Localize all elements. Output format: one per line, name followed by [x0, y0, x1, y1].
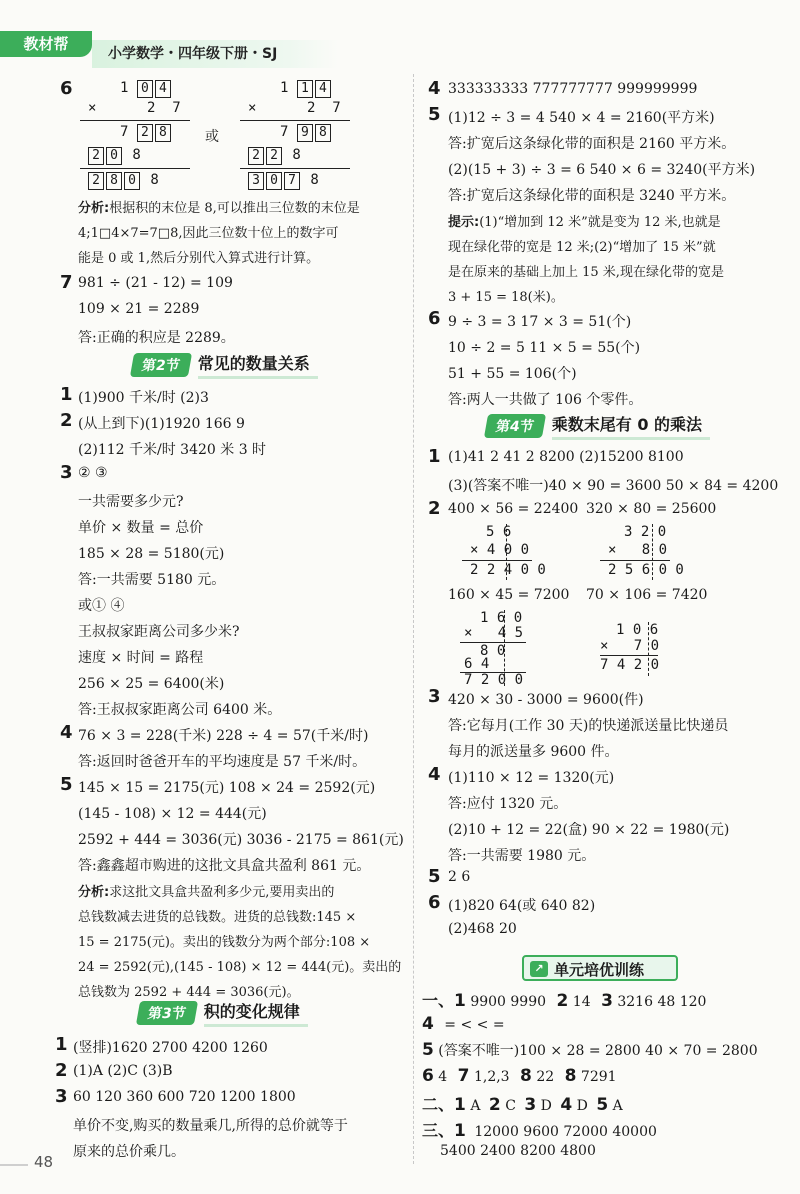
- answer-line: 原来的总价乘几。: [73, 1144, 185, 1160]
- question-number: 4: [428, 764, 441, 785]
- analysis-label: 分析:: [78, 201, 110, 216]
- calc-row: × 2 7: [88, 100, 181, 116]
- item-number: 8: [564, 1066, 577, 1086]
- question-number: 5: [428, 104, 441, 125]
- section-heading-3: [138, 1000, 308, 1026]
- vertical-calc-4: [600, 524, 684, 580]
- item-number: 1: [454, 1095, 466, 1115]
- question-number: 4: [60, 722, 73, 743]
- vertical-calc-1: [80, 80, 190, 190]
- calc-rule: [600, 560, 670, 561]
- hint-text: [448, 211, 721, 230]
- analysis-text: [78, 881, 334, 900]
- vertical-calc-5: [460, 610, 532, 686]
- vertical-calc-2: [240, 80, 350, 190]
- item-answer: D: [540, 1098, 552, 1114]
- analysis-text: [78, 197, 360, 216]
- calc-row: × 7 0: [600, 638, 660, 654]
- item-number: 1: [454, 991, 466, 1011]
- calc-guide: [648, 622, 649, 676]
- answer-line: 答:正确的积应是 2289。: [78, 330, 235, 346]
- item-number: 6: [422, 1066, 434, 1086]
- item-answer: A: [470, 1098, 481, 1114]
- item-answer: 4: [438, 1069, 448, 1085]
- unit-row-part3: [422, 1118, 657, 1141]
- question-number: 1: [55, 1034, 68, 1055]
- answer-line: 160 × 45 = 7200: [448, 587, 570, 603]
- answer-line: 单价 × 数量 = 总价: [78, 520, 204, 536]
- unit-row-4: [422, 1014, 505, 1034]
- answer-line: 333333333 777777777 999999999: [448, 81, 698, 97]
- vertical-calc-3: [462, 524, 546, 580]
- answer-line: (1)12 ÷ 3 = 4 540 × 4 = 2160(平方米): [448, 110, 715, 126]
- answer-line: 单价不变,购买的数量乘几,所得的总价就等于: [73, 1118, 348, 1134]
- answer-line: 76 × 3 = 228(千米) 228 ÷ 4 = 57(千米/时): [78, 728, 369, 744]
- item-number: 8: [520, 1066, 532, 1086]
- answer-line: 51 + 55 = 106(个): [448, 366, 577, 382]
- answer-line: (2)112 千米/时 3420 米 3 时: [78, 442, 267, 458]
- item-answer: = < < =: [444, 1017, 505, 1033]
- answer-line: 答:两人一共做了 106 个零件。: [448, 392, 643, 408]
- answer-line: 答:应付 1320 元。: [448, 796, 568, 812]
- question-number: 6: [428, 892, 441, 913]
- question-number: 5: [428, 866, 441, 887]
- answer-line: 答:一共需要 5180 元。: [78, 572, 226, 588]
- item-answer: (答案不唯一)100 × 28 = 2800 40 × 70 = 2800: [438, 1043, 758, 1059]
- calc-row: 1 0 6: [616, 622, 659, 638]
- analysis-line: 求这批文具盒共盈利多少元,要用卖出的: [109, 885, 335, 900]
- section-title: 乘数末尾有 0 的乘法: [552, 412, 710, 440]
- answer-line: (2)10 + 12 = 22(盒) 90 × 22 = 1980(元): [448, 822, 730, 838]
- calc-row: × 4 5: [464, 625, 524, 641]
- analysis-label: 分析:: [78, 885, 110, 900]
- calc-row: × 4 0 0: [470, 542, 530, 558]
- section-title: 积的变化规律: [204, 999, 308, 1027]
- item-number: 1: [454, 1121, 466, 1141]
- item-answer: 9900 9990: [470, 994, 547, 1010]
- part-label: 一、: [422, 991, 455, 1010]
- answer-line: ② ③: [78, 465, 108, 481]
- answer-line: (1)41 2 41 2 8200 (2)15200 8100: [448, 449, 684, 465]
- unit-row-1: [422, 988, 706, 1011]
- item-answer: 7291: [580, 1069, 617, 1085]
- unit-title-text: 单元培优训练: [554, 961, 645, 979]
- question-number: 3: [60, 462, 73, 483]
- calc-row: 7 2 8: [120, 124, 173, 142]
- answer-line: 答:一共需要 1980 元。: [448, 848, 596, 864]
- calc-row: 7 2 0 0: [464, 672, 524, 688]
- part-label: 二、: [422, 1095, 455, 1114]
- item-number: 4: [422, 1014, 434, 1034]
- calc-guide: [504, 610, 505, 686]
- vertical-calc-6: [600, 622, 672, 678]
- question-number: 1: [428, 446, 441, 467]
- item-number: 2: [556, 991, 569, 1011]
- answer-line: 400 × 56 = 22400: [448, 501, 579, 517]
- answer-line: 王叔叔家距离公司多少米?: [78, 624, 240, 640]
- answer-line: 2592 + 444 = 3036(元) 3036 - 2175 = 861(元): [78, 832, 404, 848]
- calc-rule: [80, 168, 190, 169]
- answer-line: 答:王叔叔家距离公司 6400 米。: [78, 702, 282, 718]
- answer-line: (1)110 × 12 = 1320(元): [448, 770, 615, 786]
- answer-line: 109 × 21 = 2289: [78, 301, 200, 317]
- or-text: 或: [205, 129, 219, 145]
- item-answer: D: [576, 1098, 588, 1114]
- answer-line: 答:它每月(工作 30 天)的快递派送量比快递员: [448, 718, 729, 734]
- section-title: 常见的数量关系: [198, 351, 318, 379]
- calc-rule: [240, 168, 350, 169]
- answer-line: 一共需要多少元?: [78, 494, 184, 510]
- hint-line: 是在原来的基础上加上 15 米,现在绿化带的宽是: [448, 265, 724, 280]
- item-answer: 12000 9600 72000 40000: [474, 1124, 657, 1140]
- calc-row: 1 0 4: [120, 80, 173, 98]
- answer-line: 答:返回时爸爸开车的平均速度是 57 千米/时。: [78, 754, 367, 770]
- answer-line: 420 × 30 - 3000 = 9600(件): [448, 692, 644, 708]
- answer-line: 10 ÷ 2 = 5 11 × 5 = 55(个): [448, 340, 641, 356]
- answer-line: 60 120 360 600 720 1200 1800: [73, 1089, 296, 1105]
- calc-guide: [506, 524, 507, 580]
- question-number: 1: [60, 384, 73, 405]
- answer-line: 185 × 28 = 5180(元): [78, 546, 225, 562]
- question-number: 3: [428, 686, 441, 707]
- answer-line: 70 × 106 = 7420: [586, 587, 708, 603]
- hint-label: 提示:: [448, 215, 480, 230]
- question-number: 6: [428, 308, 441, 329]
- analysis-line: 能是 0 或 1,然后分别代入算式进行计算。: [78, 251, 320, 266]
- answer-line: (1)900 千米/时 (2)3: [78, 390, 209, 406]
- calc-row: 2 0 8: [88, 147, 141, 165]
- page-number: 48: [34, 1153, 54, 1171]
- item-answer: A: [612, 1098, 623, 1114]
- analysis-line: 根据积的末位是 8,可以推出三位数的末位是: [109, 201, 360, 216]
- question-number: 7: [60, 272, 73, 293]
- answer-line: (1)820 64(或 640 82): [448, 898, 596, 914]
- answer-line: (2)(15 + 3) ÷ 3 = 6 540 × 6 = 3240(平方米): [448, 162, 756, 178]
- question-number: 4: [428, 78, 441, 99]
- answer-line: 9 ÷ 3 = 3 17 × 3 = 51(个): [448, 314, 632, 330]
- answer-line: (2)468 20: [448, 921, 517, 937]
- calc-row: 5 6: [486, 524, 512, 540]
- item-number: 3: [524, 1095, 537, 1115]
- page-number-rule: [0, 1164, 28, 1166]
- section-heading-2: [132, 352, 318, 378]
- section-tag: 第4节: [484, 414, 546, 438]
- unit-row-part3-cont: 5400 2400 8200 4800: [440, 1143, 596, 1159]
- answer-line: 答:扩宽后这条绿化带的面积是 3240 平方米。: [448, 188, 736, 204]
- part-label: 三、: [422, 1121, 455, 1140]
- calc-row: 8 0: [480, 643, 506, 659]
- item-number: 3: [601, 991, 613, 1011]
- section-tag: 第2节: [130, 353, 192, 377]
- answer-line: 速度 × 时间 = 路程: [78, 650, 204, 666]
- calc-row: 1 1 4: [280, 80, 333, 98]
- chart-icon: ↗: [530, 961, 548, 977]
- answer-line: 每月的派送量多 9600 件。: [448, 744, 619, 760]
- item-answer: 3216 48 120: [617, 994, 707, 1010]
- calc-row: 3 0 7 8: [248, 172, 319, 190]
- section-heading-4: [486, 413, 710, 439]
- answer-line: 或① ④: [78, 598, 125, 614]
- answer-line: 320 × 80 = 25600: [586, 501, 717, 517]
- calc-rule: [462, 560, 532, 561]
- item-number: 2: [488, 1095, 501, 1115]
- item-answer: 14: [572, 994, 591, 1010]
- calc-row: 7 9 8: [280, 124, 333, 142]
- analysis-line: 4;1□4×7=7□8,因此三位数十位上的数字可: [78, 226, 339, 241]
- analysis-line: 24 = 2592(元),(145 - 108) × 12 = 444(元)。卖出的: [78, 960, 402, 975]
- header-tab: 教材帮: [0, 31, 92, 57]
- item-answer: 1,2,3: [473, 1069, 510, 1085]
- calc-row: 2 8 0 8: [88, 172, 159, 190]
- answer-line: (3)(答案不唯一)40 × 90 = 3600 50 × 84 = 4200: [448, 478, 779, 494]
- question-number: 2: [55, 1060, 68, 1081]
- item-number: 5: [422, 1040, 434, 1060]
- unit-row-part2: [422, 1092, 623, 1115]
- calc-row: 1 6 0: [480, 610, 523, 626]
- analysis-line: 总钱数为 2592 + 444 = 3036(元)。: [78, 985, 300, 1000]
- hint-line: 3 + 15 = 18(米)。: [448, 290, 564, 305]
- question-number: 5: [60, 774, 73, 795]
- calc-rule: [600, 655, 658, 656]
- unit-row-6: [422, 1066, 617, 1086]
- answer-line: (竖排)1620 2700 4200 1260: [73, 1040, 268, 1056]
- column-divider: [413, 74, 414, 1164]
- calc-row: × 8 0: [608, 542, 668, 558]
- analysis-line: 15 = 2175(元)。卖出的钱数分为两个部分:108 ×: [78, 935, 371, 950]
- hint-line: (1)“增加到 12 米”就是变为 12 米,也就是: [479, 215, 721, 230]
- item-number: 4: [560, 1095, 573, 1115]
- analysis-line: 总钱数减去进货的总钱数。进货的总钱数:145 ×: [78, 910, 357, 925]
- answer-line: (1)A (2)C (3)B: [73, 1063, 173, 1079]
- item-number: 5: [596, 1095, 609, 1115]
- calc-row: 2 2 8: [248, 147, 301, 165]
- item-number: 7: [457, 1066, 470, 1086]
- unit-training-heading: [522, 955, 678, 981]
- calc-guide: [652, 524, 653, 580]
- hint-line: 现在绿化带的宽是 12 米;(2)“增加了 15 米”就: [448, 240, 716, 255]
- calc-row: × 2 7: [248, 100, 341, 116]
- answer-line: (145 - 108) × 12 = 444(元): [78, 806, 267, 822]
- answer-line: 981 ÷ (21 - 12) = 109: [78, 275, 233, 291]
- calc-row: 7 4 2 0: [600, 657, 660, 673]
- question-number: 6: [60, 78, 73, 99]
- answer-line: 答:鑫鑫超市购进的这批文具盒共盈利 861 元。: [78, 858, 371, 874]
- answer-line: 2 6: [448, 869, 471, 885]
- calc-rule: [80, 120, 190, 121]
- calc-row: 6 4: [464, 656, 490, 672]
- unit-row-5: [422, 1040, 758, 1060]
- question-number: 2: [60, 410, 73, 431]
- item-answer: C: [505, 1098, 516, 1114]
- answer-line: 256 × 25 = 6400(米): [78, 676, 225, 692]
- answer-line: (从上到下)(1)1920 166 9: [78, 416, 245, 432]
- section-tag: 第3节: [136, 1001, 198, 1025]
- book-title: 小学数学・四年级下册・SJ: [92, 40, 338, 68]
- calc-row: 2 5 6 0 0: [608, 562, 684, 578]
- item-answer: 22: [536, 1069, 555, 1085]
- calc-row: 2 2 4 0 0: [470, 562, 546, 578]
- question-number: 3: [55, 1086, 68, 1107]
- answer-line: 答:扩宽后这条绿化带的面积是 2160 平方米。: [448, 136, 736, 152]
- question-number: 2: [428, 498, 441, 519]
- calc-rule: [240, 120, 350, 121]
- answer-line: 145 × 15 = 2175(元) 108 × 24 = 2592(元): [78, 780, 376, 796]
- calc-row: 3 2 0: [624, 524, 667, 540]
